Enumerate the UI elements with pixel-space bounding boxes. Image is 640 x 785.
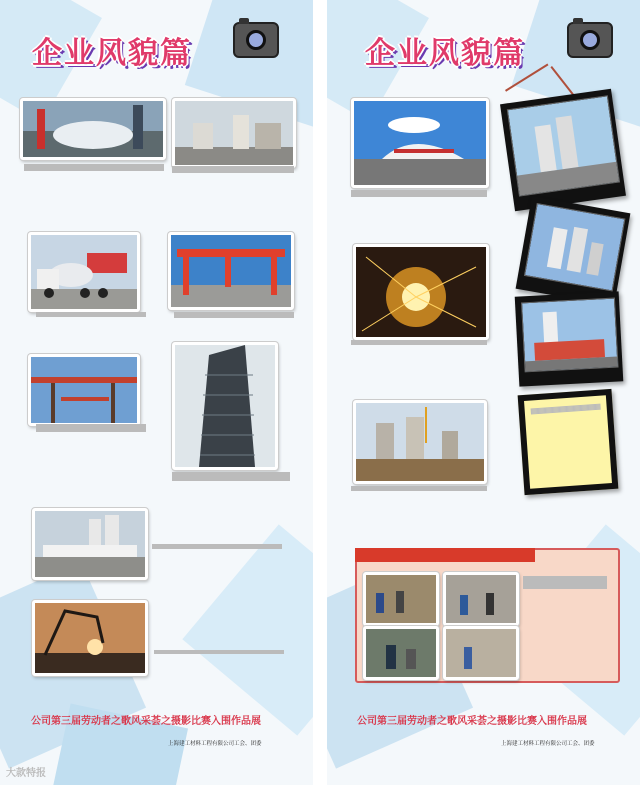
photo-workers (363, 626, 439, 680)
board-header (355, 548, 535, 562)
banner-title: 企业风貌篇 (32, 36, 192, 71)
photo-caption (36, 424, 146, 432)
photo-caption (531, 404, 601, 415)
watermark: 大款特报 (6, 768, 46, 779)
photo-workers (363, 572, 439, 626)
footer-organizer: 上海建工材料工程有限公司工会、团委 (168, 741, 262, 747)
photo-workers (443, 626, 519, 680)
photo-caption (152, 544, 282, 549)
photo-caption (36, 312, 146, 317)
photo-workers (443, 572, 519, 626)
photo-mixer-truck (28, 232, 140, 312)
photo-cleaning (20, 98, 166, 160)
footer-title: 公司第三届劳动者之歌风采荟之摄影比赛入围作品展 (31, 716, 261, 727)
photo-skyscraper (172, 342, 278, 470)
banner-divider (313, 0, 327, 785)
photo-caption (24, 164, 164, 171)
background-shape (182, 524, 313, 735)
camera-icon (567, 22, 613, 58)
right-banner (327, 0, 640, 785)
photo-warehouse (351, 98, 489, 188)
photo-caption (523, 576, 607, 589)
photo-caption (154, 650, 284, 654)
photo-sunset-pump (32, 600, 148, 676)
photo-welding-sparks (353, 244, 489, 340)
photo-caption (351, 486, 487, 491)
banner-title: 企业风貌篇 (365, 36, 525, 71)
photo-steel-beam (28, 354, 140, 426)
photo-caption (172, 472, 290, 481)
photo-trucks-fleet (32, 508, 148, 580)
polaroid-photo (516, 196, 631, 306)
left-banner (0, 0, 313, 785)
camera-icon (233, 22, 279, 58)
photo-caption (351, 340, 487, 345)
polaroid-photo (500, 89, 626, 212)
footer-organizer: 上海建工材料工程有限公司工会、团委 (501, 741, 595, 747)
photo-plant (172, 98, 296, 168)
photo-caption (351, 190, 487, 197)
polaroid-photo (515, 291, 624, 386)
photo-construction-site (353, 400, 487, 484)
sticky-note (518, 389, 619, 495)
photo-caption (172, 166, 294, 173)
photo-caption (174, 312, 294, 318)
photo-gantry-crane (168, 232, 294, 310)
footer-title: 公司第三届劳动者之歌风采荟之摄影比赛入围作品展 (357, 716, 587, 727)
